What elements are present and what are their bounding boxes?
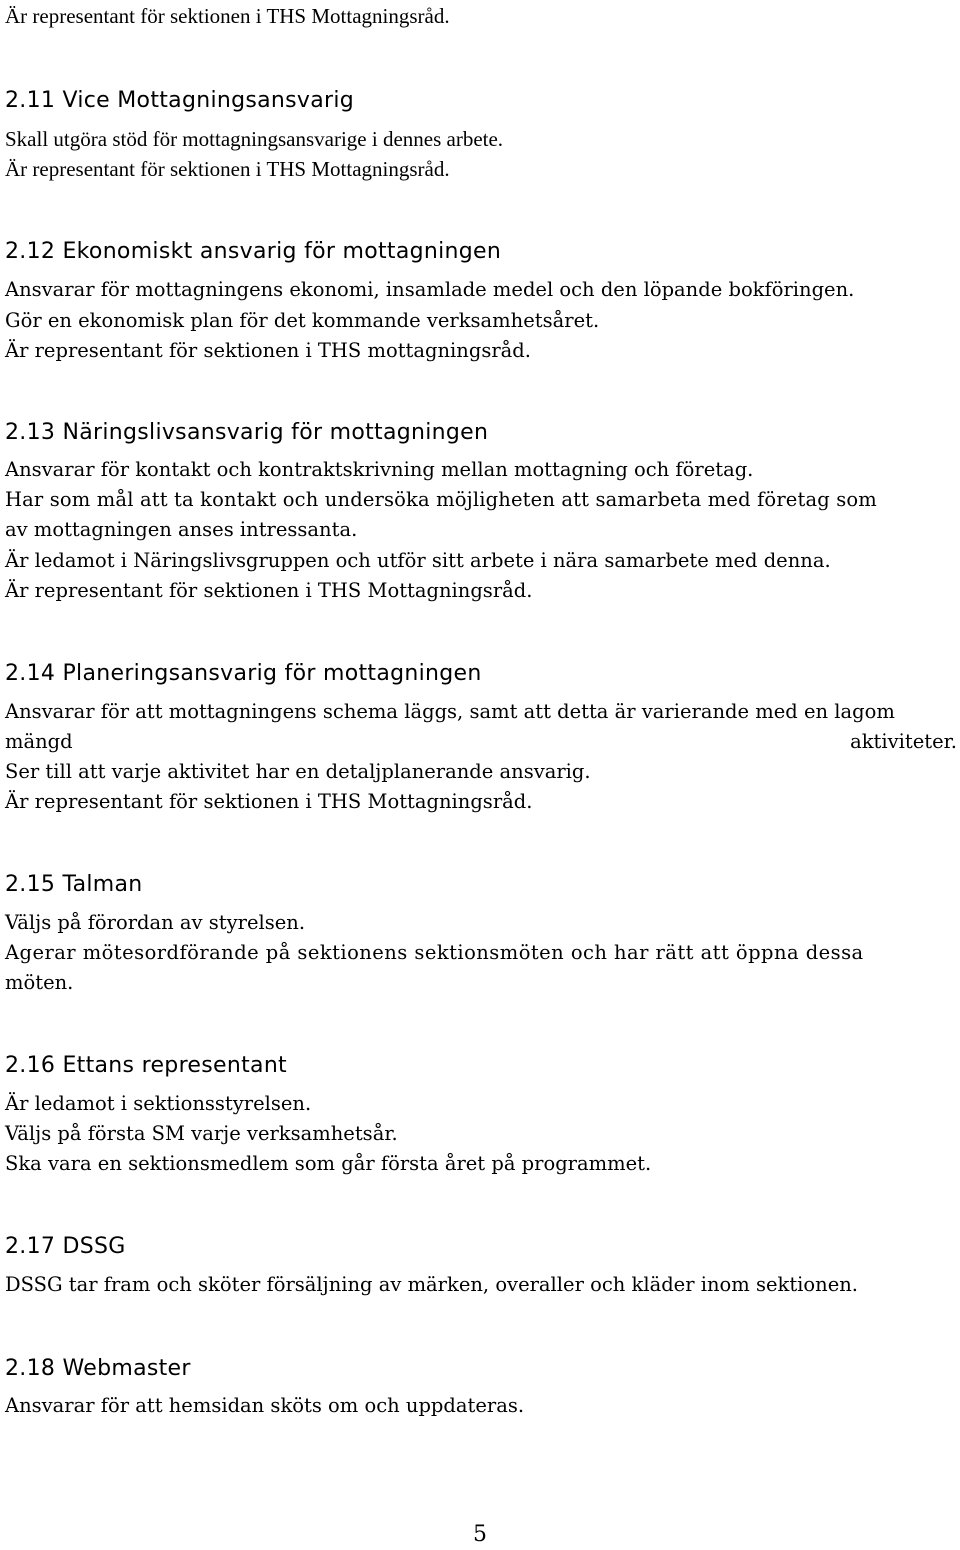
- section-heading-2-18: 2.18 Webmaster: [5, 1356, 191, 1381]
- section-heading-2-15: 2.15 Talman: [5, 872, 143, 897]
- body-text-line: Är ledamot i Näringslivsgruppen och utför sitt arbete i nära samarbete med denna.: [5, 549, 831, 572]
- body-text-line: DSSG tar fram och sköter försäljning av märken, overaller och kläder inom sektionen.: [5, 1273, 858, 1296]
- body-text-word: aktiviteter.: [850, 730, 957, 753]
- body-text-word: mängd: [5, 730, 73, 753]
- section-heading-2-16: 2.16 Ettans representant: [5, 1053, 287, 1078]
- body-text-line: Ansvarar för att mottagningens schema läggs, samt att detta är varierande med en lagom: [5, 700, 895, 723]
- body-text-line: Ser till att varje aktivitet har en detaljplanerande ansvarig.: [5, 760, 591, 783]
- section-heading-2-12: 2.12 Ekonomiskt ansvarig för mottagningen: [5, 239, 502, 264]
- body-text-justified-line: [5, 727, 957, 757]
- section-heading-2-11: 2.11 Vice Mottagningsansvarig: [5, 88, 355, 113]
- page-number: 5: [473, 1522, 487, 1547]
- body-text-line: Väljs på förordan av styrelsen.: [5, 911, 306, 934]
- body-text-line: Är representant för sektionen i THS Mottagningsråd.: [5, 4, 450, 28]
- body-text-line: möten.: [5, 971, 74, 994]
- body-text-line: Är representant för sektionen i THS Mottagningsråd.: [5, 579, 533, 602]
- body-text-line: Är ledamot i sektionsstyrelsen.: [5, 1092, 312, 1115]
- body-text-line: Skall utgöra stöd för mottagningsansvarige i dennes arbete.: [5, 127, 504, 151]
- body-text-line: Ska vara en sektionsmedlem som går första året på programmet.: [5, 1152, 652, 1175]
- body-text-line: av mottagningen anses intressanta.: [5, 518, 358, 541]
- body-text-line: Är representant för sektionen i THS Mottagningsråd.: [5, 790, 533, 813]
- section-heading-2-14: 2.14 Planeringsansvarig för mottagningen: [5, 661, 482, 686]
- body-text-line: Är representant för sektionen i THS mottagningsråd.: [5, 339, 531, 362]
- body-text-line: Har som mål att ta kontakt och undersöka möjligheten att samarbeta med företag som: [5, 488, 877, 511]
- body-text-line: Ansvarar för att hemsidan sköts om och uppdateras.: [5, 1394, 525, 1417]
- body-text-line: Agerar mötesordförande på sektionens sektionsmöten och har rätt att öppna dessa: [5, 941, 864, 964]
- section-heading-2-17: 2.17 DSSG: [5, 1234, 126, 1259]
- body-text-line: Ansvarar för kontakt och kontraktskrivning mellan mottagning och företag.: [5, 458, 754, 481]
- body-text-line: Gör en ekonomisk plan för det kommande verksamhetsåret.: [5, 309, 600, 332]
- body-text-line: Väljs på första SM varje verksamhetsår.: [5, 1122, 398, 1145]
- section-heading-2-13: 2.13 Näringslivsansvarig för mottagningen: [5, 420, 489, 445]
- body-text-line: Är representant för sektionen i THS Mottagningsråd.: [5, 157, 450, 181]
- body-text-line: Ansvarar för mottagningens ekonomi, insamlade medel och den löpande bokföringen.: [5, 278, 855, 301]
